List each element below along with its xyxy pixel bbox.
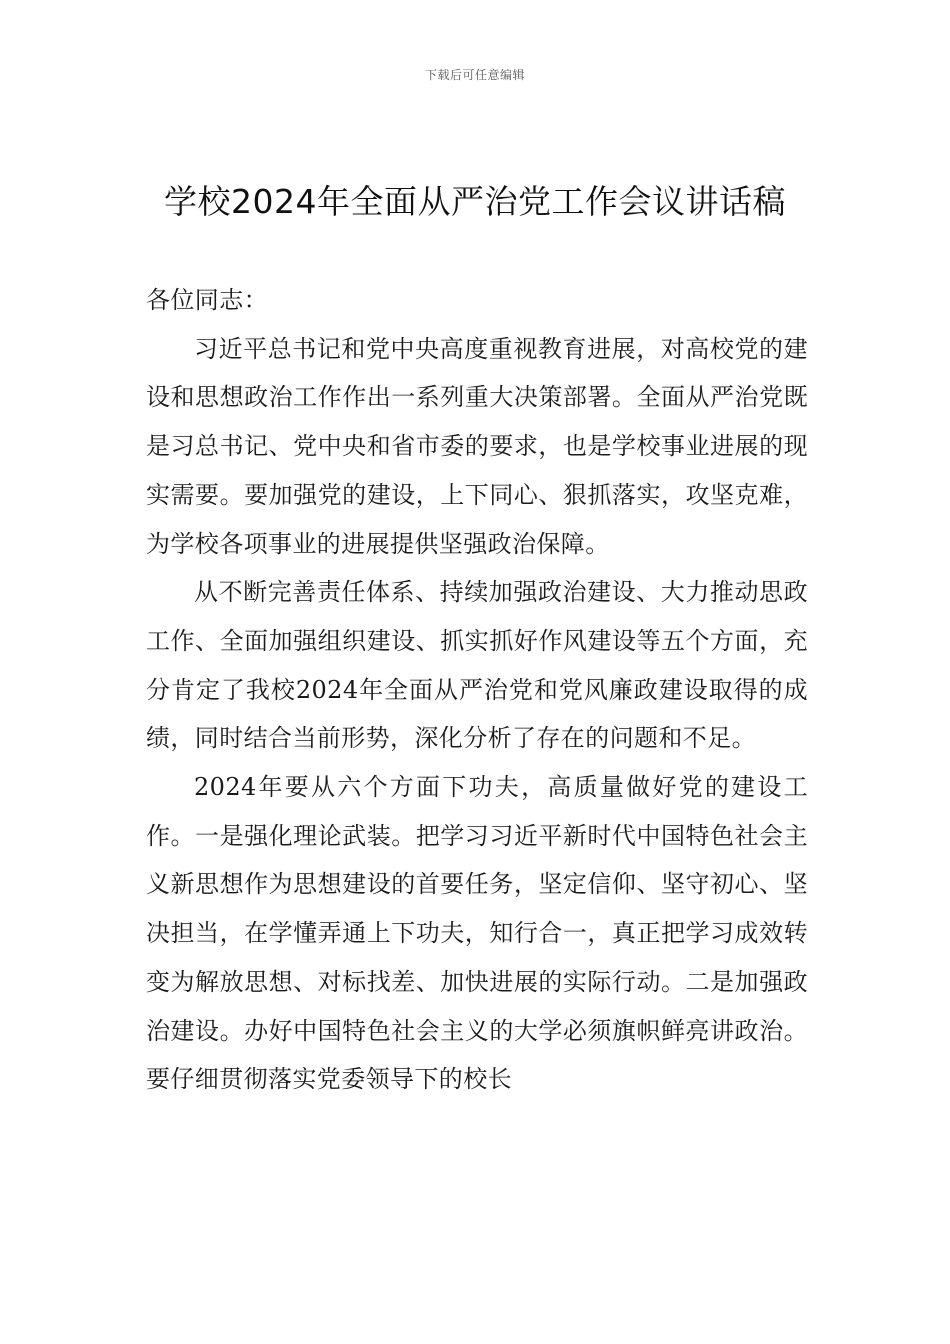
salutation: 各位同志： bbox=[146, 286, 268, 314]
document-title: 学校2024年全面从严治党工作会议讲话稿 bbox=[164, 182, 786, 221]
paragraph-1: 习近平总书记和党中央高度重视教育进展，对高校党的建设和思想政治工作作出一系列重大决策部署。全面从严治党既是习总书记、党中央和省市委的要求，也是学校事业进展的现实需要。要加强党的建设，上下同心、狠抓落实，攻坚克难，为学校各项事业的进展提供坚强政治保障。 bbox=[146, 334, 808, 558]
paragraph-2: 从不断完善责任体系、持续加强政治建设、大力推动思政工作、全面加强组织建设、抓实抓好作风建设等五个方面，充分肯定了我校2024年全面从严治党和党风廉政建设取得的成绩，同时结合当前形势，深化分析了存在的问题和不足。 bbox=[146, 578, 808, 753]
paragraph-3: 2024年要从六个方面下功夫，高质量做好党的建设工作。一是强化理论武装。把学习习近平新时代中国特色社会主义新思想作为思想建设的首要任务，坚定信仰、坚守初心、坚决担当，在学懂弄通上下功夫，知行合一，真正把学习成效转变为解放思想、对标找差、加快进展的实际行动。二是加强政治建设。办好中国特色社会主义的大学必须旗帜鲜亮讲政治。要仔细贯彻落实党委领导下的校长 bbox=[146, 773, 808, 1094]
document-body bbox=[146, 276, 808, 1104]
header-note: 下载后可任意编辑 bbox=[424, 68, 525, 82]
